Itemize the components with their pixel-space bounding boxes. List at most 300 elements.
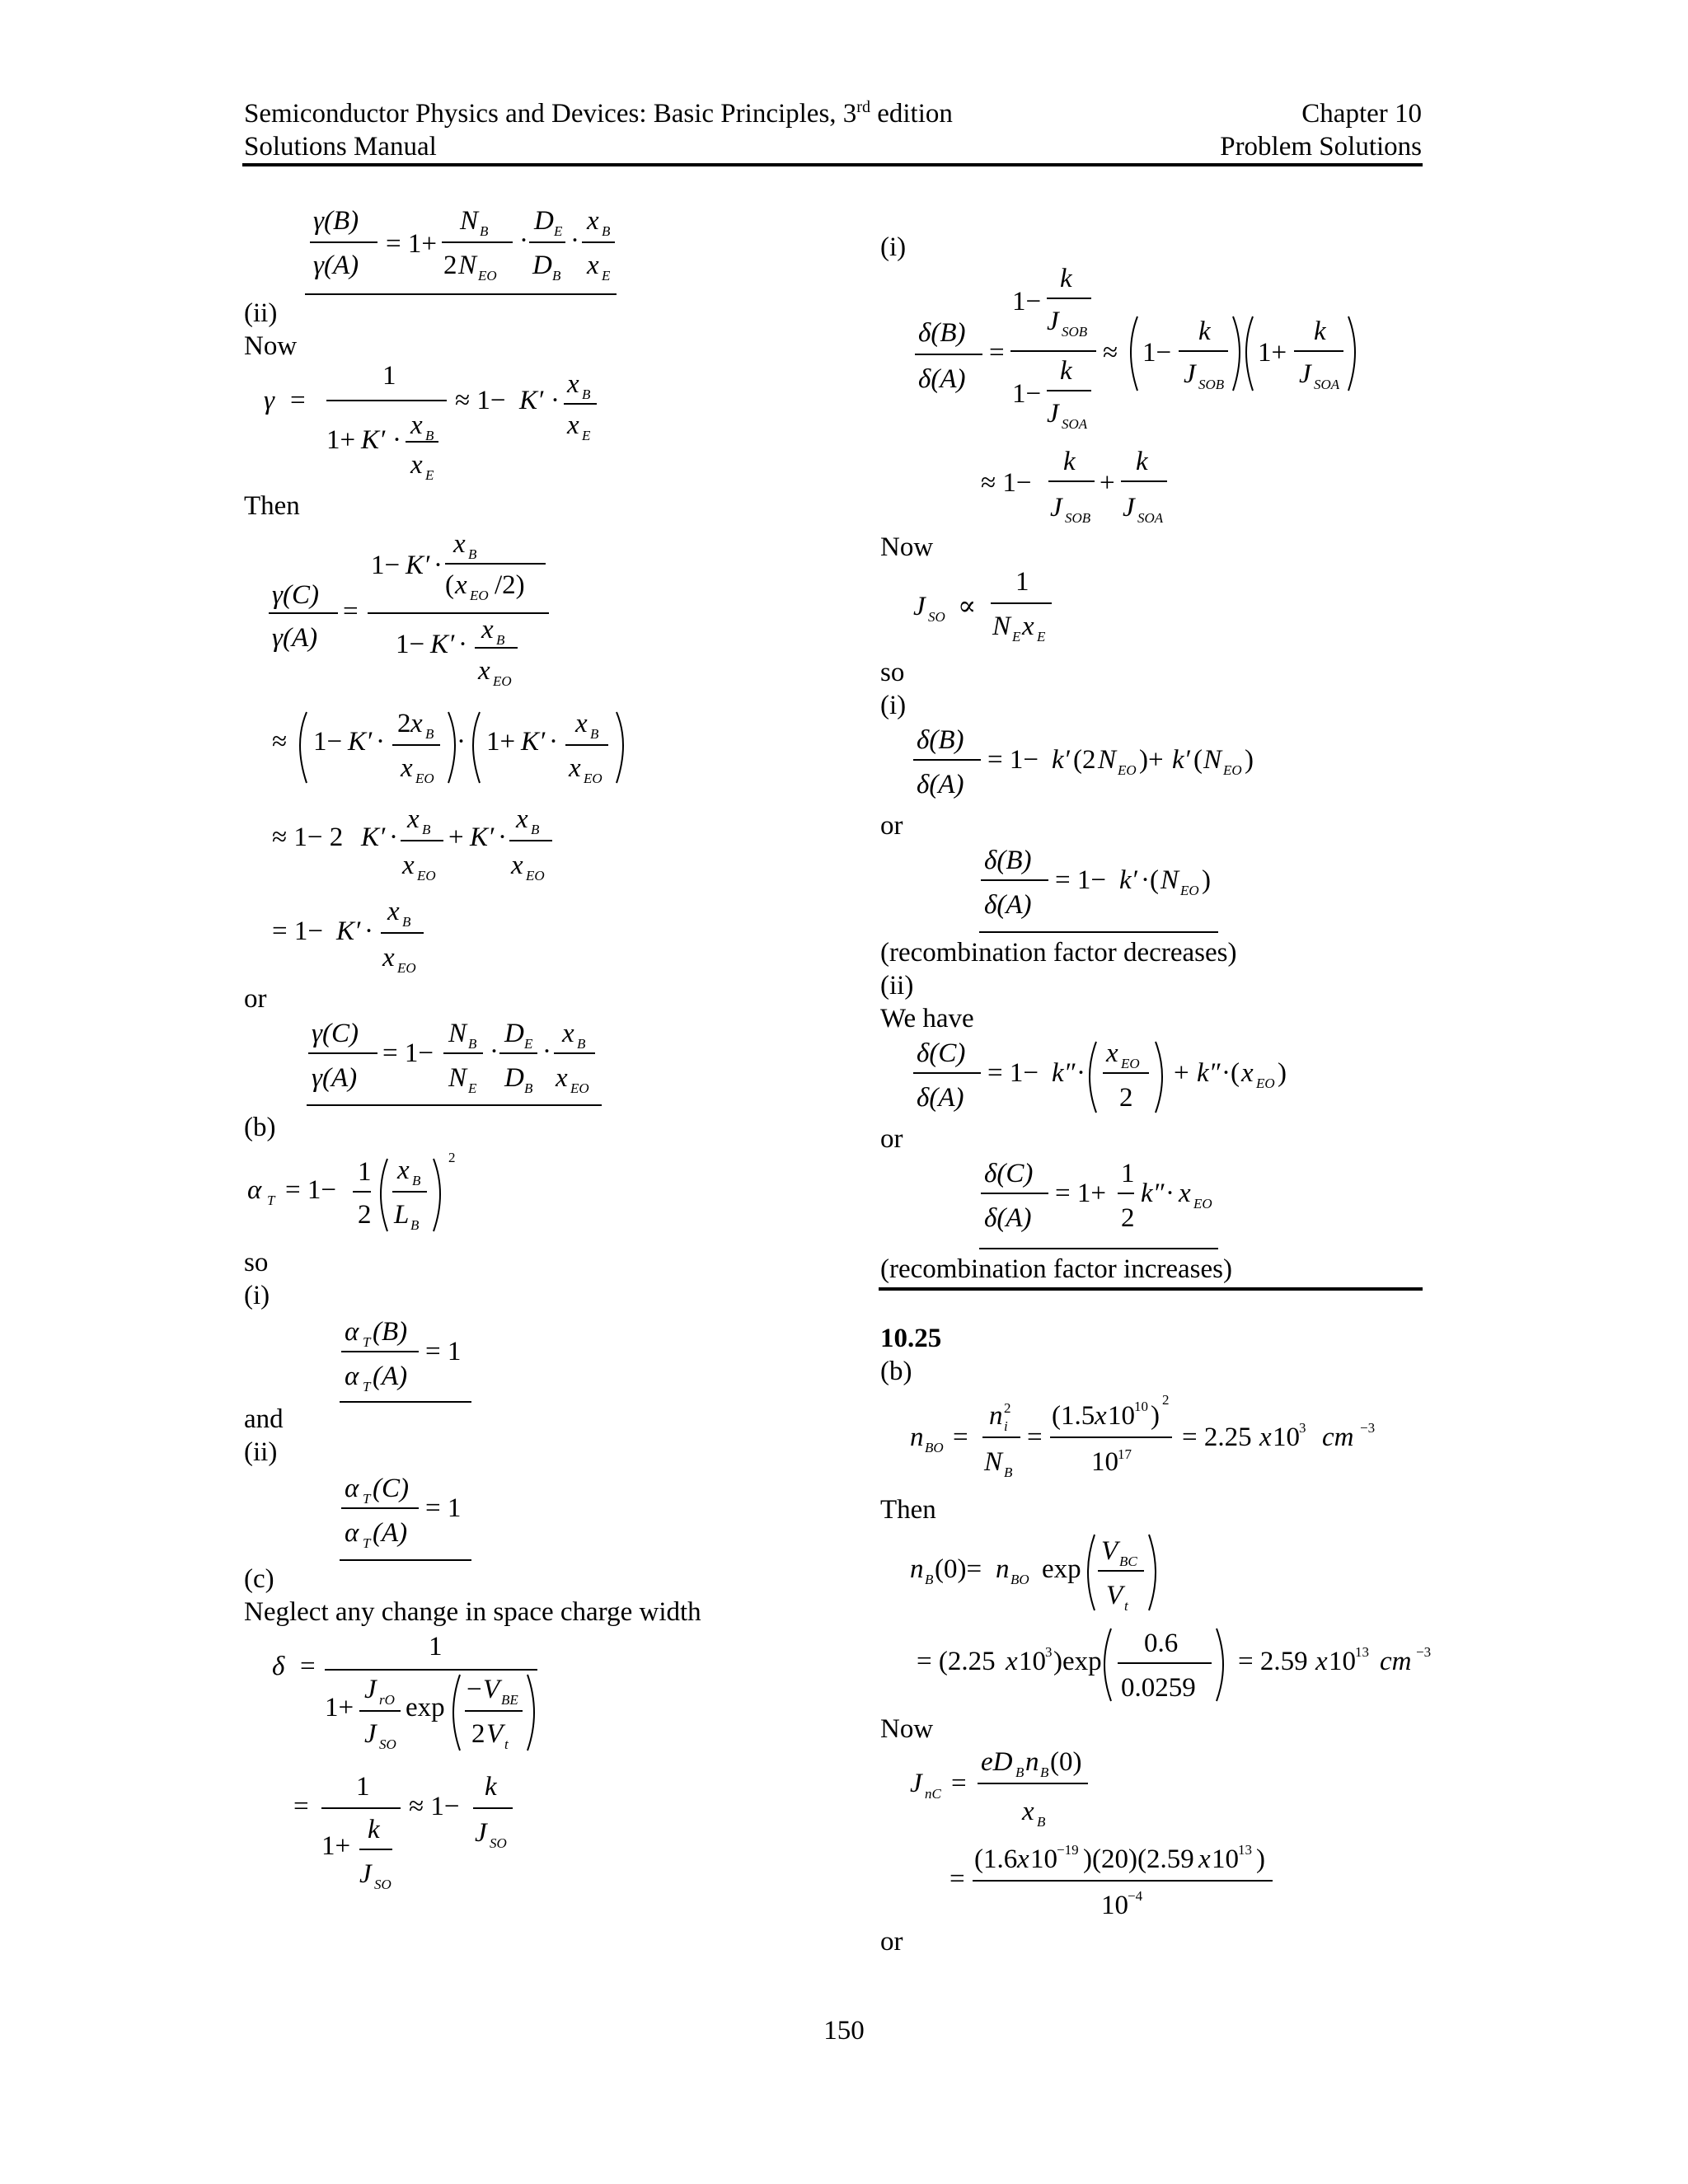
label-ii: (ii) <box>244 298 278 328</box>
svg-text:(0)=: (0)= <box>935 1554 982 1584</box>
svg-text:·: · <box>498 823 507 852</box>
svg-text:t: t <box>504 1736 509 1752</box>
equation-gamma-def <box>264 363 610 499</box>
problem-number: 10.25 <box>880 1324 942 1353</box>
svg-text:exp: exp <box>1042 1554 1081 1584</box>
svg-text:J: J <box>1184 359 1196 389</box>
svg-text:2: 2 <box>358 1200 372 1230</box>
svg-text:J: J <box>1047 399 1059 429</box>
label-now-right: Now <box>880 532 934 562</box>
underline-alpha-c-a <box>340 1559 471 1561</box>
underline-gamma-b-a <box>305 293 617 295</box>
svg-text:/2): /2) <box>495 570 525 600</box>
svg-text:(1.6: (1.6 <box>974 1844 1018 1874</box>
svg-text:K′: K′ <box>361 823 386 852</box>
chapter-label: Chapter 10 <box>1301 99 1422 129</box>
svg-text:x: x <box>587 206 599 236</box>
svg-text:δ(A): δ(A) <box>917 1083 964 1113</box>
svg-text:L: L <box>394 1200 410 1230</box>
svg-text:∝: ∝ <box>958 592 977 621</box>
svg-text:3: 3 <box>1045 1644 1053 1660</box>
equation-gamma-b-a <box>305 198 635 309</box>
svg-text:rO: rO <box>379 1692 395 1708</box>
svg-text:N: N <box>992 612 1011 641</box>
svg-text:δ(C): δ(C) <box>917 1038 966 1068</box>
svg-text:): ) <box>1151 1401 1160 1431</box>
svg-text:n: n <box>996 1554 1010 1584</box>
underline-delta-b-a <box>979 931 1218 933</box>
svg-text:1−: 1− <box>371 551 401 580</box>
svg-text:J: J <box>475 1818 487 1848</box>
svg-text:V: V <box>486 1719 504 1749</box>
svg-text:1+: 1+ <box>1258 338 1287 368</box>
svg-text:1−: 1− <box>396 630 425 659</box>
svg-text:k: k <box>368 1815 380 1844</box>
svg-text:x: x <box>382 943 395 972</box>
svg-text:1+: 1+ <box>326 425 356 455</box>
svg-text:−3: −3 <box>1416 1644 1432 1660</box>
label-we-have: We have <box>880 1004 974 1033</box>
svg-text:T: T <box>363 1535 371 1551</box>
svg-text:(0): (0) <box>1050 1747 1082 1777</box>
svg-text:·: · <box>457 727 466 757</box>
svg-text:EO: EO <box>493 673 512 689</box>
svg-text:x: x <box>1022 1797 1034 1826</box>
note-recombination-increases: (recombination factor increases) <box>880 1254 1232 1284</box>
svg-text:·: · <box>458 630 467 659</box>
svg-text:x: x <box>1241 1058 1254 1088</box>
svg-text:α: α <box>247 1175 262 1205</box>
equation-nb0 <box>910 1526 1174 1621</box>
equation-delta-c-a-2 <box>981 1154 1228 1249</box>
svg-text:10: 10 <box>1108 1401 1135 1431</box>
svg-text:δ: δ <box>272 1652 285 1681</box>
svg-text:= 1−: = 1− <box>987 745 1039 775</box>
svg-text:E: E <box>1037 629 1046 644</box>
svg-text:k″: k″ <box>1052 1058 1076 1088</box>
book-title: Semiconductor Physics and Devices: Basic Principles, 3rd edition <box>244 98 953 129</box>
svg-text:10: 10 <box>1134 1399 1148 1414</box>
svg-text:α: α <box>345 1474 359 1503</box>
svg-text:SOB: SOB <box>1065 510 1091 526</box>
svg-text:V: V <box>1101 1536 1118 1566</box>
svg-text:2: 2 <box>397 709 411 738</box>
page-number: 150 <box>823 2016 865 2046</box>
equation-delta-def <box>272 1632 552 1768</box>
svg-text:x: x <box>453 529 466 559</box>
svg-text:EO: EO <box>470 588 489 603</box>
svg-text:B: B <box>422 822 431 837</box>
svg-text:J: J <box>1050 493 1062 523</box>
svg-text:E: E <box>425 467 434 483</box>
label-so-right: so <box>880 658 905 687</box>
svg-text:=: = <box>1027 1422 1043 1452</box>
svg-text:SOA: SOA <box>1137 510 1164 526</box>
svg-text:δ(B): δ(B) <box>917 725 964 755</box>
svg-text:1: 1 <box>356 1772 370 1802</box>
equation-gamma-approx-3 <box>272 898 486 985</box>
svg-text:γ(A): γ(A) <box>272 623 318 653</box>
svg-text:BE: BE <box>501 1692 518 1708</box>
svg-text:B: B <box>425 428 434 443</box>
svg-text:≈: ≈ <box>1103 338 1118 368</box>
svg-text:1+: 1+ <box>486 727 516 757</box>
svg-text:EO: EO <box>1180 883 1199 898</box>
svg-text:D: D <box>504 1063 524 1093</box>
equation-delta-b-a-4 <box>981 841 1228 935</box>
svg-text:EO: EO <box>415 771 434 786</box>
svg-text:≈ 1− 2: ≈ 1− 2 <box>272 823 344 852</box>
svg-text:·: · <box>542 1037 551 1066</box>
label-then-right: Then <box>880 1495 936 1525</box>
svg-text:3: 3 <box>1299 1420 1306 1436</box>
equation-jnc-value <box>950 1835 1296 1929</box>
svg-text:J: J <box>910 1769 922 1798</box>
equation-alpha-t <box>247 1146 462 1249</box>
svg-text:x: x <box>569 753 581 783</box>
svg-text:J: J <box>1299 359 1311 389</box>
svg-text:δ(B): δ(B) <box>984 846 1032 875</box>
equation-gamma-c-a <box>272 527 602 696</box>
section-label: Problem Solutions <box>1220 132 1422 162</box>
svg-text:(B): (B) <box>373 1317 408 1347</box>
svg-text:EO: EO <box>1256 1076 1275 1091</box>
svg-text:x: x <box>387 897 400 926</box>
svg-text:·: · <box>364 916 373 946</box>
equation-jso-prop <box>913 565 1078 660</box>
svg-text:B: B <box>1040 1765 1049 1780</box>
svg-text:= (2.25: = (2.25 <box>917 1647 996 1676</box>
svg-text:B: B <box>1004 1465 1013 1480</box>
svg-text:−19: −19 <box>1057 1842 1079 1858</box>
svg-text:EO: EO <box>1193 1196 1212 1212</box>
svg-text:x: x <box>397 1155 410 1185</box>
svg-text:·: · <box>434 551 443 580</box>
svg-text:x: x <box>587 251 599 280</box>
svg-text:δ(C): δ(C) <box>984 1159 1034 1188</box>
svg-text:0.6: 0.6 <box>1144 1629 1179 1658</box>
svg-text:B: B <box>524 1080 533 1096</box>
svg-text:N: N <box>984 1447 1003 1477</box>
label-now: Now <box>244 331 298 361</box>
svg-text:): ) <box>1278 1058 1287 1088</box>
svg-text:n: n <box>910 1422 924 1452</box>
svg-text:J: J <box>364 1675 377 1704</box>
svg-text:1+: 1+ <box>325 1693 354 1722</box>
svg-text:EO: EO <box>478 268 497 284</box>
equation-alpha-b-a <box>340 1310 488 1405</box>
svg-text:T: T <box>363 1334 371 1350</box>
svg-text:(2: (2 <box>1073 745 1096 775</box>
svg-text:x: x <box>455 570 467 600</box>
svg-text:+: + <box>1174 1058 1189 1088</box>
svg-text:J: J <box>1047 307 1059 336</box>
svg-text:x: x <box>556 1063 568 1093</box>
equation-nbo <box>910 1393 1421 1496</box>
svg-text:B: B <box>531 822 540 837</box>
svg-text:EO: EO <box>417 868 436 883</box>
svg-text:(: ( <box>1193 745 1203 775</box>
svg-text:=: = <box>953 1422 968 1452</box>
svg-text:k: k <box>1063 447 1076 476</box>
svg-text:=: = <box>951 1769 967 1798</box>
svg-text:≈ 1−: ≈ 1− <box>455 386 506 415</box>
label-or-right: or <box>880 811 903 841</box>
svg-text:x: x <box>516 804 528 834</box>
svg-text:E: E <box>582 428 591 443</box>
svg-text:J: J <box>913 592 926 621</box>
svg-text:SOB: SOB <box>1198 377 1225 392</box>
svg-text:K′: K′ <box>361 425 386 455</box>
svg-text:T: T <box>363 1379 371 1394</box>
svg-text:x: x <box>1006 1647 1018 1676</box>
svg-text:1: 1 <box>429 1632 443 1661</box>
label-or: or <box>244 984 267 1014</box>
svg-text:E: E <box>1012 629 1021 644</box>
label-i-right-2: (i) <box>880 691 907 720</box>
svg-text:13: 13 <box>1238 1842 1252 1858</box>
svg-text:x: x <box>1017 1844 1029 1874</box>
svg-text:2: 2 <box>448 1150 456 1165</box>
equation-alpha-c-a <box>340 1467 488 1562</box>
svg-text:−4: −4 <box>1128 1888 1143 1904</box>
svg-text:x: x <box>410 709 423 738</box>
svg-text:1: 1 <box>1015 567 1029 597</box>
svg-text:i: i <box>1004 1418 1008 1434</box>
svg-text:k′: k′ <box>1052 745 1070 775</box>
svg-text:1−: 1− <box>1012 379 1042 409</box>
svg-text:K′: K′ <box>470 823 495 852</box>
svg-text:)exp: )exp <box>1053 1647 1102 1676</box>
equation-delta-b-a-2 <box>981 440 1195 535</box>
svg-text:·: · <box>389 823 398 852</box>
svg-text:10: 10 <box>1030 1844 1057 1874</box>
svg-text:nC: nC <box>925 1786 941 1802</box>
svg-text:B: B <box>590 726 599 742</box>
svg-text:0.0259: 0.0259 <box>1121 1673 1196 1703</box>
svg-text:B: B <box>582 387 591 402</box>
label-and: and <box>244 1404 284 1434</box>
label-c: (c) <box>244 1564 274 1594</box>
label-i-right: (i) <box>880 232 907 262</box>
svg-text:−3: −3 <box>1360 1420 1376 1436</box>
svg-text:x: x <box>410 410 423 440</box>
svg-text:EO: EO <box>1121 1056 1140 1071</box>
svg-text:EO: EO <box>570 1080 589 1096</box>
svg-text:eD: eD <box>981 1747 1013 1777</box>
svg-text:K′: K′ <box>521 727 546 757</box>
svg-text:SO: SO <box>928 609 945 625</box>
svg-text:1: 1 <box>1121 1159 1135 1188</box>
label-ii-2: (ii) <box>244 1437 278 1467</box>
svg-text:x: x <box>481 615 494 644</box>
svg-text:x: x <box>567 369 579 399</box>
svg-text:=: = <box>950 1864 965 1894</box>
equation-gamma-c-a-final <box>307 1014 620 1108</box>
svg-text:17: 17 <box>1118 1446 1132 1462</box>
svg-text:BC: BC <box>1119 1554 1137 1569</box>
svg-text:EO: EO <box>397 960 416 976</box>
equation-delta-approx <box>293 1772 557 1908</box>
svg-text:·(: ·( <box>1221 1058 1240 1088</box>
svg-text:J: J <box>364 1719 377 1749</box>
svg-text:N: N <box>1160 865 1179 895</box>
label-b-right: (b) <box>880 1357 912 1386</box>
svg-text:k″: k″ <box>1141 1179 1165 1208</box>
svg-text:x: x <box>407 804 420 834</box>
svg-text:γ(A): γ(A) <box>313 251 359 280</box>
svg-text:1−: 1− <box>1142 338 1172 368</box>
svg-text:= 2.25: = 2.25 <box>1182 1422 1252 1452</box>
svg-text:k: k <box>1198 316 1211 346</box>
svg-text:B: B <box>480 223 489 239</box>
svg-text:D: D <box>504 1019 524 1048</box>
svg-text:=: = <box>290 386 306 415</box>
svg-text:k: k <box>1136 447 1148 476</box>
svg-text:=: = <box>343 597 359 626</box>
svg-text:·: · <box>490 1037 499 1066</box>
svg-text:EO: EO <box>584 771 603 786</box>
svg-text:·: · <box>376 727 385 757</box>
svg-text:δ(B): δ(B) <box>918 318 966 348</box>
svg-text:=: = <box>300 1652 316 1681</box>
svg-text:cm: cm <box>1380 1647 1412 1676</box>
svg-text:·: · <box>1165 1179 1175 1208</box>
svg-text:·: · <box>519 226 528 255</box>
equation-jnc <box>910 1744 1124 1839</box>
svg-text:K′: K′ <box>348 727 373 757</box>
svg-text:exp: exp <box>406 1693 445 1722</box>
svg-text:N: N <box>448 1019 467 1048</box>
svg-text:1−: 1− <box>313 727 343 757</box>
svg-text:1+: 1+ <box>321 1831 351 1861</box>
svg-text:B: B <box>410 1217 420 1233</box>
svg-text:10: 10 <box>1329 1647 1356 1676</box>
svg-text:n: n <box>910 1554 924 1584</box>
svg-text:B: B <box>468 1036 477 1052</box>
svg-text:SO: SO <box>490 1835 507 1851</box>
label-now-right-2: Now <box>880 1714 934 1744</box>
svg-text:B: B <box>1037 1814 1046 1830</box>
svg-text:E: E <box>602 268 611 284</box>
svg-text:≈ 1−: ≈ 1− <box>981 468 1032 498</box>
label-or-right-2: or <box>880 1124 903 1154</box>
svg-text:1−: 1− <box>1012 287 1042 316</box>
svg-text:J: J <box>359 1859 372 1889</box>
svg-text:2: 2 <box>1121 1203 1135 1233</box>
svg-text:EO: EO <box>526 868 545 883</box>
svg-text:= 1: = 1 <box>425 1337 462 1366</box>
problem-separator-rule <box>879 1287 1423 1291</box>
svg-text:t: t <box>1124 1598 1128 1614</box>
svg-text:x: x <box>1259 1422 1272 1452</box>
svg-text:= 1: = 1 <box>425 1493 462 1523</box>
equation-delta-b-a-3 <box>913 720 1292 815</box>
svg-text:N: N <box>458 251 477 280</box>
svg-text:13: 13 <box>1355 1644 1369 1660</box>
svg-text:K′: K′ <box>336 916 361 946</box>
label-i: (i) <box>244 1281 270 1310</box>
svg-text:B: B <box>925 1572 934 1587</box>
svg-text:D: D <box>532 251 552 280</box>
svg-text:k″: k″ <box>1197 1058 1221 1088</box>
note-recombination-decreases: (recombination factor decreases) <box>880 938 1237 968</box>
svg-text:SO: SO <box>374 1877 392 1892</box>
svg-text:): ) <box>1202 865 1211 895</box>
svg-text:V: V <box>483 1675 500 1704</box>
manual-title: Solutions Manual <box>244 132 437 162</box>
svg-text:B: B <box>552 268 561 284</box>
svg-text:= 1−: = 1− <box>382 1038 434 1068</box>
text-neglect-space-charge: Neglect any change in space charge width <box>244 1597 701 1627</box>
svg-text:N: N <box>1203 745 1222 775</box>
svg-text:(: ( <box>445 570 454 600</box>
svg-text:·: · <box>551 386 560 415</box>
svg-text:x: x <box>1095 1401 1107 1431</box>
svg-text:T: T <box>267 1193 275 1208</box>
svg-text:T: T <box>363 1491 371 1507</box>
svg-text:BO: BO <box>925 1440 944 1455</box>
svg-text:k: k <box>1060 264 1072 293</box>
svg-text:SO: SO <box>379 1736 396 1752</box>
svg-text:k: k <box>485 1772 497 1802</box>
svg-text:B: B <box>468 546 477 562</box>
svg-text:x: x <box>511 851 523 880</box>
svg-text:x: x <box>567 410 579 440</box>
svg-text:1: 1 <box>358 1157 372 1187</box>
svg-text:B: B <box>577 1036 586 1052</box>
equation-nb0-value <box>917 1622 1432 1717</box>
svg-text:=: = <box>989 338 1005 368</box>
svg-text:= 2.59: = 2.59 <box>1238 1647 1308 1676</box>
svg-text:x: x <box>1022 612 1034 641</box>
svg-text:B: B <box>496 632 505 648</box>
label-b: (b) <box>244 1113 276 1142</box>
svg-text:10: 10 <box>1091 1447 1118 1477</box>
svg-text:2: 2 <box>1162 1392 1170 1408</box>
underline-alpha-b-a <box>340 1401 471 1403</box>
svg-text:−: − <box>467 1675 482 1704</box>
svg-text:)(20)(2.59: )(20)(2.59 <box>1083 1844 1194 1874</box>
svg-text:(C): (C) <box>373 1474 409 1503</box>
svg-text:k: k <box>1314 316 1326 346</box>
svg-text:): ) <box>1245 745 1254 775</box>
svg-text:B: B <box>1015 1765 1025 1780</box>
svg-text:n: n <box>1025 1747 1039 1777</box>
svg-text:k′: k′ <box>1172 745 1190 775</box>
svg-text:E: E <box>524 1036 533 1052</box>
svg-text:): ) <box>1256 1844 1265 1874</box>
svg-text:10: 10 <box>1101 1891 1128 1920</box>
svg-text:·: · <box>1076 1058 1085 1088</box>
svg-text:SOA: SOA <box>1062 416 1088 432</box>
label-then: Then <box>244 491 300 521</box>
svg-text:BO: BO <box>1010 1572 1029 1587</box>
svg-text:·: · <box>392 425 401 455</box>
svg-text:J: J <box>1123 493 1135 523</box>
svg-text:n: n <box>989 1401 1003 1431</box>
svg-text:N: N <box>460 206 479 236</box>
svg-text:= 1−: = 1− <box>285 1175 336 1205</box>
svg-text:= 1+: = 1+ <box>1055 1179 1106 1208</box>
svg-text:γ(C): γ(C) <box>272 580 319 610</box>
svg-text:·: · <box>549 727 558 757</box>
svg-text:1: 1 <box>382 361 396 391</box>
svg-text:= 1−: = 1− <box>987 1058 1039 1088</box>
svg-text:x: x <box>1315 1647 1328 1676</box>
svg-text:EO: EO <box>1223 762 1242 778</box>
svg-text:B: B <box>412 1173 421 1188</box>
